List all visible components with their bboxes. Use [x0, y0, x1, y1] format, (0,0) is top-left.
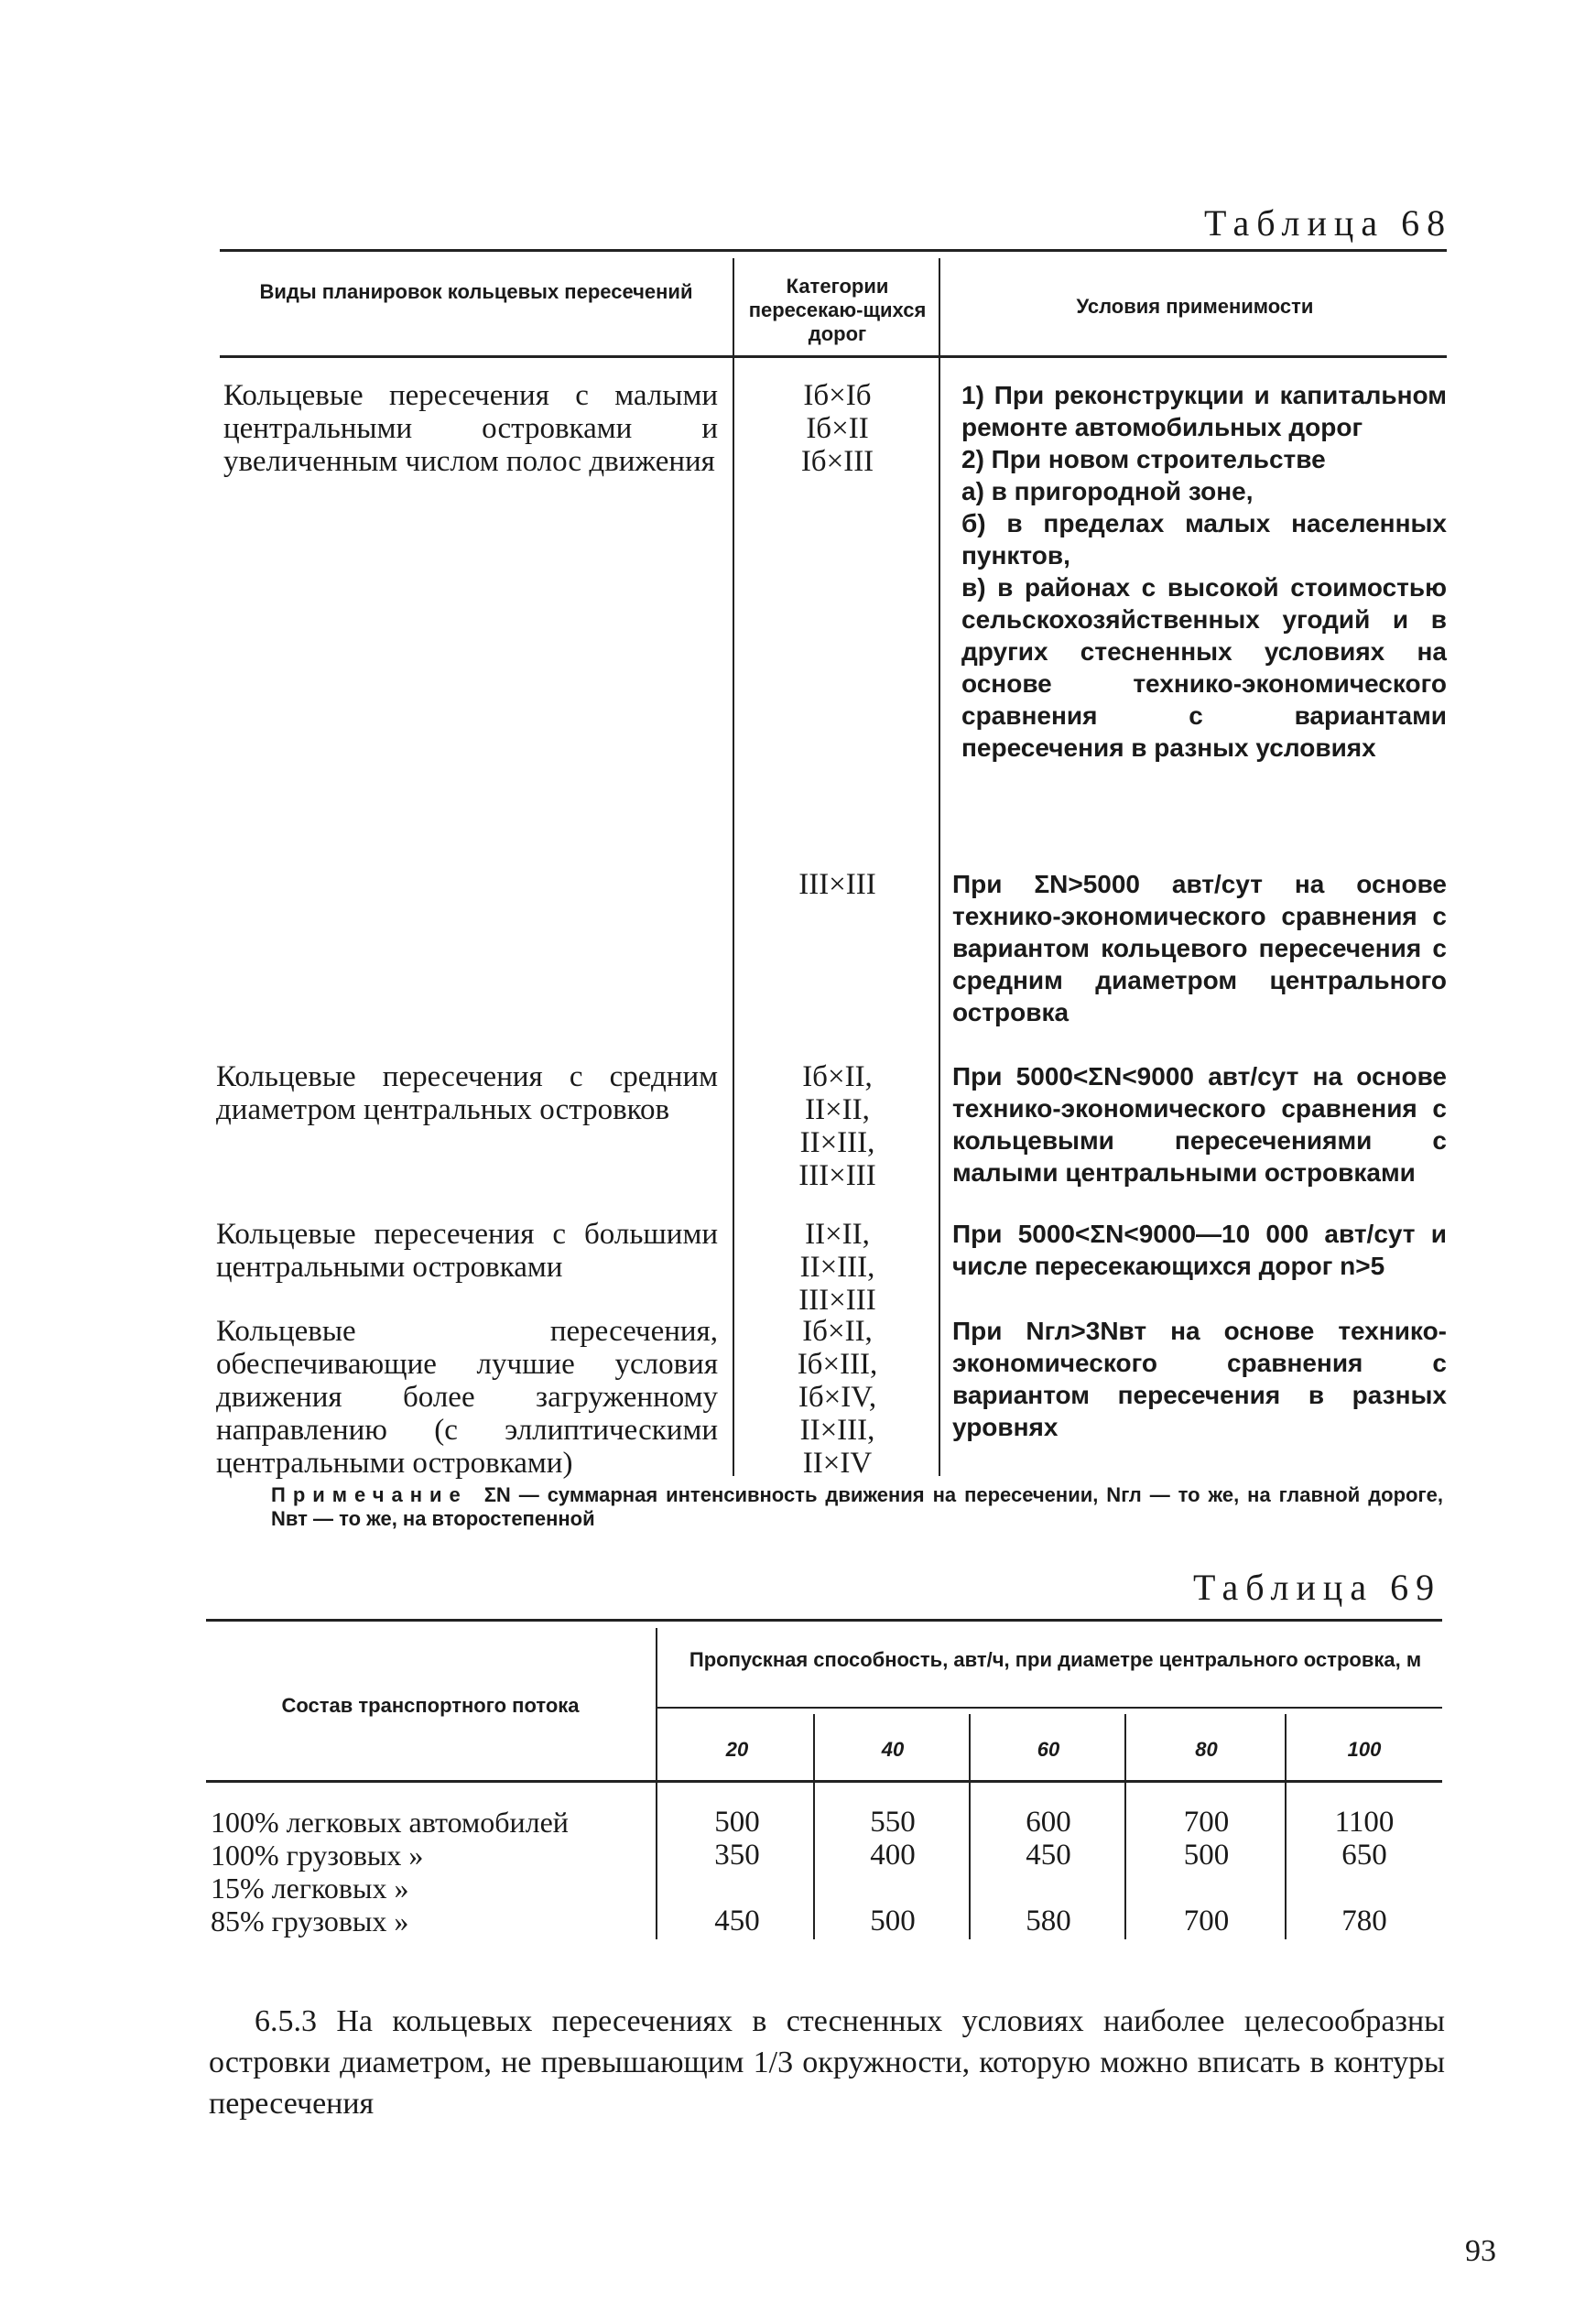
table69-row2-val-100: 650: [1341, 1839, 1387, 1872]
table68-row1-cond: 1) При реконструкции и капитальном ремонте автомобильных дорог 2) При новом строительстве a) в пригородной зоне, б) в пределах малых населенных пунктов, в) в районах с высокой стоимостью сельскохозяйственных угодий и в других стесненных условиях на основе технико-экономического сравнения с вариантами пересечения в разных условиях: [961, 381, 1447, 762]
table68-note-label: Примечание: [271, 1483, 468, 1506]
table69-row4-val-100: 780: [1341, 1905, 1387, 1937]
table69-row4-val-80: 700: [1183, 1905, 1230, 1937]
table69-row4-label: 85% грузовых »: [211, 1905, 409, 1937]
table69-row4-val-60: 580: [1026, 1905, 1071, 1937]
table68-note-text: ΣN — суммарная интенсивность движения на пересечении, Nгл — то же, на главной дороге, Nвт — то же, на второстепенной: [271, 1483, 1443, 1530]
table69-row1-label: 100% легковых автомобилей: [211, 1806, 569, 1839]
table69-diameter-20: 20: [725, 1738, 749, 1761]
table69-diameter-80: 80: [1195, 1738, 1218, 1761]
table68-row5-cats: Iб×II, Iб×III, Iб×IV, II×III, II×IV: [797, 1315, 878, 1480]
table68-row4-cats: II×II, II×III, III×III: [798, 1218, 876, 1317]
table68-row4-type: Кольцевые пересечения с большими центральными островками: [216, 1218, 718, 1284]
table69-row1-val-80: 700: [1183, 1806, 1230, 1839]
page-number: 93: [1465, 2234, 1496, 2268]
table68-col-separator-1: [733, 258, 734, 1476]
table69-row1-val-60: 600: [1026, 1806, 1071, 1839]
table68-row3-cats: Iб×II, II×II, II×III, III×III: [798, 1060, 876, 1192]
table68-row4-cond: При 5000<ΣN<9000—10 000 авт/сут и числе пересекающихся дорог n>5: [952, 1220, 1447, 1280]
paragraph-6-5-3: 6.5.3 На кольцевых пересечениях в стесненных условиях наиболее целесообразны островки диаметром, не превышающим 1/3 окружности, которую можно вписать в контуры пересечения: [209, 2004, 1445, 2121]
table69-top-rule: [206, 1619, 1442, 1622]
table68-row2-cats: III×III: [798, 868, 876, 901]
table68-header-col2: Категории пересекаю-щихся дорог: [748, 275, 927, 345]
table69-caption: Таблица 69: [1193, 1567, 1442, 1608]
table69-row4-val-40: 500: [870, 1905, 916, 1937]
table69-row2-val-80: 500: [1183, 1839, 1230, 1872]
table68-header-rule: [220, 355, 1447, 358]
table68-row3-type: Кольцевые пересечения с средним диаметром центральных островков: [216, 1060, 718, 1126]
table69-diameter-40: 40: [881, 1738, 905, 1761]
table69-row2-label: 100% грузовых »: [211, 1839, 424, 1872]
table69-header-rule: [206, 1780, 1442, 1783]
table69-header-group: Пропускная способность, авт/ч, при диаметре центрального островка, м: [689, 1648, 1422, 1671]
table68-col-separator-2: [939, 258, 940, 1476]
table68-row5-cond: При Nгл>3Nвт на основе технико-экономического сравнения с вариантом пересечения в разных уровнях: [952, 1317, 1447, 1441]
table69-row3-label: 15% легковых »: [211, 1872, 409, 1905]
table68-row1-type: Кольцевые пересечения с малыми центральными островками и увеличенным числом полос движения: [223, 379, 718, 478]
table68-row1-cats: Iб×Iб Iб×II Iб×III: [800, 379, 874, 478]
table69-row1-val-100: 1100: [1334, 1806, 1395, 1839]
table68-row2-cond: При ΣN>5000 авт/сут на основе технико-экономического сравнения с вариантом кольцевого пересечения с средним диаметром центрального островка: [952, 870, 1447, 1026]
table69-header-col1: Состав транспортного потока: [281, 1694, 580, 1717]
table69-row2-val-60: 450: [1026, 1839, 1071, 1872]
table69-subheader-rule: [657, 1707, 1442, 1709]
table69-row1-val-20: 500: [714, 1806, 760, 1839]
table68-note: [271, 1483, 1443, 1531]
table68-row3-cond: При 5000<ΣN<9000 авт/сут на основе технико-экономического сравнения с кольцевыми пересечениями с малыми центральными островками: [952, 1062, 1447, 1187]
table68-caption: Таблица 68: [1204, 202, 1453, 244]
table68-top-rule: [220, 249, 1447, 252]
table69-row2-val-40: 400: [870, 1839, 916, 1872]
table69-row4-val-20: 450: [714, 1905, 760, 1937]
table68-row5-type: Кольцевые пересечения, обеспечивающие лучшие условия движения более загруженному направлению (с эллиптическими центральными островками): [216, 1315, 718, 1480]
table69-row2-val-20: 350: [714, 1839, 760, 1872]
table69-diameter-60: 60: [1037, 1738, 1060, 1761]
table68-header-col3: Условия применимости: [1076, 295, 1314, 318]
table68-header-col1: Виды планировок кольцевых пересечений: [259, 280, 693, 303]
table69-diameter-100: 100: [1347, 1738, 1382, 1761]
table69-row1-val-40: 550: [870, 1806, 916, 1839]
